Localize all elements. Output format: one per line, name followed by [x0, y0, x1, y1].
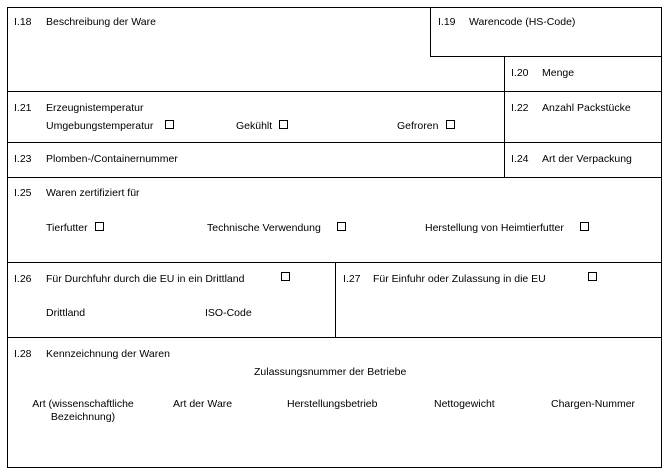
border-bottom [7, 467, 662, 468]
i26-field-third-country: Drittland [46, 307, 86, 319]
i21-chilled-checkbox[interactable] [279, 120, 288, 129]
i20-label: Menge [542, 67, 575, 79]
i18-number: I.18 [14, 16, 32, 28]
divider-i19-bottom [430, 56, 662, 57]
i28-column-net-weight: Nettogewicht [434, 398, 495, 410]
i28-column-batch-number: Chargen-Nummer [551, 398, 636, 410]
divider-i21-i22 [504, 91, 505, 142]
border-top [7, 7, 662, 8]
i27-import-checkbox[interactable] [588, 272, 597, 281]
i27-label: Für Einfuhr oder Zulassung in die EU [373, 273, 546, 285]
i25-technical-checkbox[interactable] [337, 222, 346, 231]
border-right [661, 7, 662, 468]
i21-frozen-checkbox[interactable] [446, 120, 455, 129]
divider-row-1 [7, 91, 662, 92]
i21-option-chilled: Gekühlt [236, 120, 273, 132]
i26-transit-checkbox[interactable] [281, 272, 290, 281]
i18-label: Beschreibung der Ware [46, 16, 156, 28]
i26-label: Für Durchfuhr durch die EU in ein Drittland [46, 273, 245, 285]
divider-row-2 [7, 142, 662, 143]
i21-option-frozen: Gefroren [397, 120, 439, 132]
i24-number: I.24 [511, 153, 529, 165]
divider-i18-i19 [430, 7, 431, 56]
i22-label: Anzahl Packstücke [542, 102, 631, 114]
i28-number: I.28 [14, 348, 32, 360]
i28-column-commodity: Art der Ware [173, 398, 233, 410]
i28-subheading: Zulassungsnummer der Betriebe [254, 366, 407, 378]
i27-number: I.27 [343, 273, 361, 285]
i25-petfood-checkbox[interactable] [580, 222, 589, 231]
i28-column-plant: Herstellungsbetrieb [287, 398, 378, 410]
divider-row-5 [7, 337, 662, 338]
i25-option-petfood: Herstellung von Heimtierfutter [425, 222, 564, 234]
i19-label: Warencode (HS-Code) [469, 16, 576, 28]
i24-label: Art der Verpackung [542, 153, 632, 165]
divider-i20-left [504, 56, 505, 91]
i26-field-iso-code: ISO-Code [205, 307, 252, 319]
i25-option-technical: Technische Verwendung [207, 222, 321, 234]
i26-number: I.26 [14, 273, 32, 285]
i21-ambient-checkbox[interactable] [165, 120, 174, 129]
divider-i23-i24 [504, 142, 505, 177]
i23-label: Plomben-/Containernummer [46, 153, 178, 165]
i21-number: I.21 [14, 102, 32, 114]
i19-number: I.19 [438, 16, 456, 28]
i23-number: I.23 [14, 153, 32, 165]
i25-number: I.25 [14, 187, 32, 199]
i25-option-feed: Tierfutter [46, 222, 88, 234]
i25-label: Waren zertifiziert für [46, 187, 140, 199]
i21-option-ambient: Umgebungstemperatur [46, 120, 154, 132]
i28-label: Kennzeichnung der Waren [46, 348, 170, 360]
i21-label: Erzeugnistemperatur [46, 102, 144, 114]
border-left [7, 7, 8, 468]
divider-row-3 [7, 177, 662, 178]
i20-number: I.20 [511, 67, 529, 79]
i22-number: I.22 [511, 102, 529, 114]
i25-feed-checkbox[interactable] [95, 222, 104, 231]
divider-i26-i27 [335, 262, 336, 337]
i28-column-species: Art (wissenschaftliche Bezeichnung) [32, 398, 134, 423]
